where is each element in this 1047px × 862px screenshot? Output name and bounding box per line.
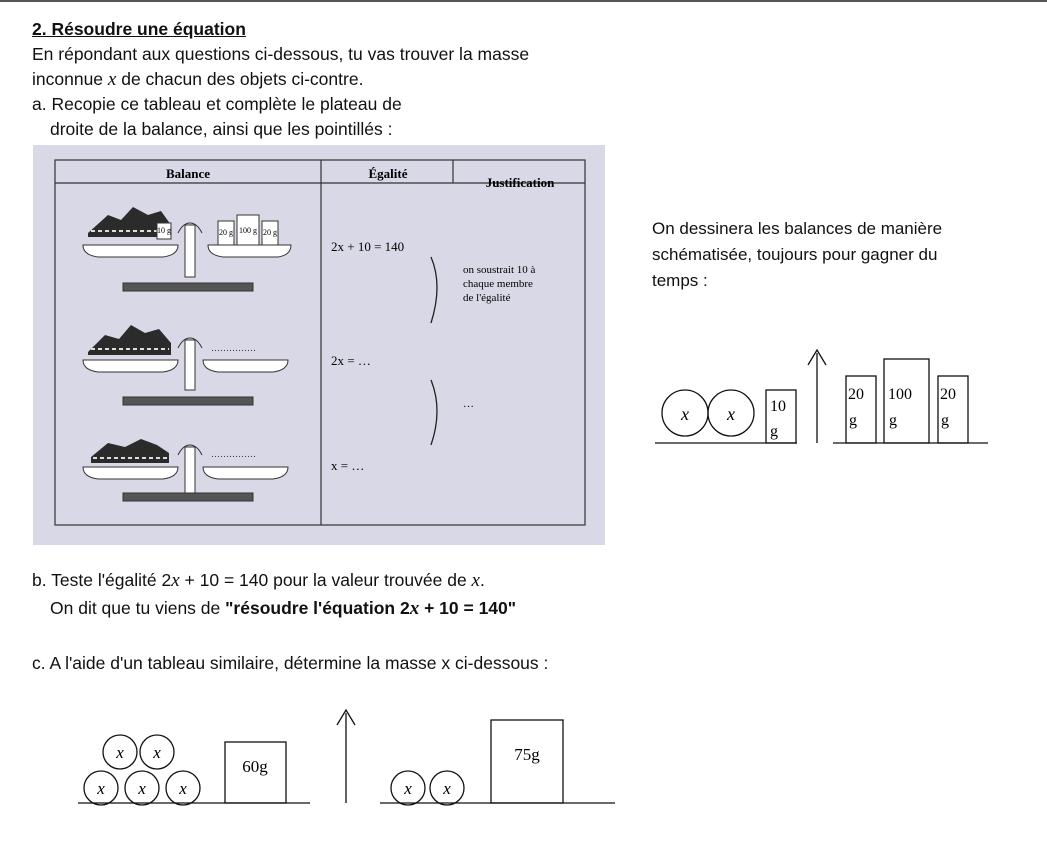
- box-20g-b-unit: g: [941, 412, 949, 429]
- box-60g-label: 60g: [242, 757, 268, 776]
- dots-3: ……………: [211, 449, 256, 459]
- part-b-text-b: + 10 = 140 pour la valeur trouvée de: [179, 570, 472, 590]
- note-line-1: On dessinera les balances de manière: [652, 219, 943, 238]
- part-b-bold-b: + 10 = 140": [419, 598, 517, 618]
- balance-2: [83, 325, 288, 405]
- intro-text-a: inconnue: [32, 69, 108, 89]
- circle-x-1: [662, 390, 708, 436]
- part-b-text-a: b. Teste l'égalité 2: [32, 570, 172, 590]
- box-100g-value: 100: [888, 386, 912, 403]
- part-c-line-1: c. A l'aide d'un tableau similaire, détermine la masse x ci-dessous :: [32, 653, 549, 673]
- justification-1-line-2: chaque membre: [463, 278, 533, 290]
- part-a-line-2: droite de la balance, ainsi que les pointillés :: [50, 119, 393, 139]
- part-b-line-2: [50, 596, 516, 621]
- justification-2: …: [463, 398, 474, 410]
- base-1: [123, 283, 253, 291]
- circle-x-top-2: [140, 735, 174, 769]
- part-b-variable-1: x: [171, 570, 180, 591]
- note-line-2: schématisée, toujours pour gagner du: [652, 245, 938, 264]
- weight-10-label: 10 g: [157, 226, 171, 235]
- balance-1: [83, 207, 291, 291]
- part-b-text-c: .: [479, 570, 485, 590]
- circle-x-top-1: [103, 735, 137, 769]
- circle-x-bottom-3: [166, 771, 200, 805]
- top-rule: [0, 0, 1047, 2]
- circle-x-1-label: x: [681, 404, 689, 424]
- equation-2: 2x = …: [331, 353, 371, 368]
- header-egalite: Égalité: [368, 166, 408, 181]
- balance-table-scan: [33, 145, 605, 545]
- box-20g-b-value: 20: [940, 386, 956, 403]
- justification-1-line-1: on soustrait 10 à: [463, 264, 536, 276]
- box-100g: [884, 359, 929, 443]
- equation-1: 2x + 10 = 140: [331, 239, 405, 254]
- intro-line-2: [32, 67, 363, 92]
- circle-x-bottom-2-label: x: [138, 779, 146, 798]
- box-20g-b: [938, 376, 968, 443]
- header-balance: Balance: [165, 166, 211, 181]
- box-75g: [491, 720, 563, 803]
- box-10g-unit: g: [770, 423, 778, 440]
- circle-x-2: [708, 390, 754, 436]
- box-20g-a: [846, 376, 876, 443]
- equation-3: x = …: [331, 458, 365, 473]
- part-b-text-d: On dit que tu viens de: [50, 598, 226, 618]
- justification-1-line-3: de l'égalité: [463, 292, 511, 304]
- part-b-variable-2: x: [471, 570, 480, 591]
- part-b-line-1: [32, 568, 485, 593]
- weight-20-label-b: 20 g: [263, 228, 277, 237]
- header-justification: Justification: [485, 175, 555, 190]
- balance-table: [33, 145, 605, 545]
- circle-x-bottom-3-label: x: [179, 779, 187, 798]
- dots-2: ……………: [211, 343, 256, 353]
- section-title: 2. Résoudre une équation: [32, 19, 246, 39]
- part-b-bold-variable: x: [409, 598, 420, 619]
- circle-x-right-1: [391, 771, 425, 805]
- box-10g-value: 10: [770, 398, 786, 415]
- part-a-line-1: a. Recopie ce tableau et complète le plateau de: [32, 94, 402, 114]
- box-60g: [225, 742, 286, 803]
- base-3: [123, 493, 253, 501]
- circle-x-bottom-1: [84, 771, 118, 805]
- intro-text-b: de chacun des objets ci-contre.: [116, 69, 364, 89]
- shoe-2: [88, 325, 171, 355]
- balance-3: [83, 439, 288, 501]
- circle-x-right-1-label: x: [404, 779, 412, 798]
- note-line-3: temps :: [652, 271, 708, 290]
- shoe-3: [91, 439, 169, 463]
- base-2: [123, 397, 253, 405]
- weight-20-label-a: 20 g: [219, 228, 233, 237]
- circle-x-bottom-2: [125, 771, 159, 805]
- intro-variable: x: [107, 69, 117, 90]
- circle-x-2-label: x: [727, 404, 735, 424]
- box-20g-a-value: 20: [848, 386, 864, 403]
- circle-x-right-2-label: x: [443, 779, 451, 798]
- intro-line-1: En répondant aux questions ci-dessous, tu vas trouver la masse: [32, 44, 530, 64]
- circle-x-right-2: [430, 771, 464, 805]
- box-10g: [766, 390, 796, 443]
- box-20g-a-unit: g: [849, 412, 857, 429]
- circle-x-top-2-label: x: [153, 743, 161, 762]
- circle-x-bottom-1-label: x: [97, 779, 105, 798]
- circle-x-top-1-label: x: [116, 743, 124, 762]
- box-100g-unit: g: [889, 412, 897, 429]
- part-b-bold-a: "résoudre l'équation 2: [225, 598, 410, 618]
- box-75g-label: 75g: [514, 745, 540, 764]
- weight-100-label: 100 g: [239, 226, 257, 235]
